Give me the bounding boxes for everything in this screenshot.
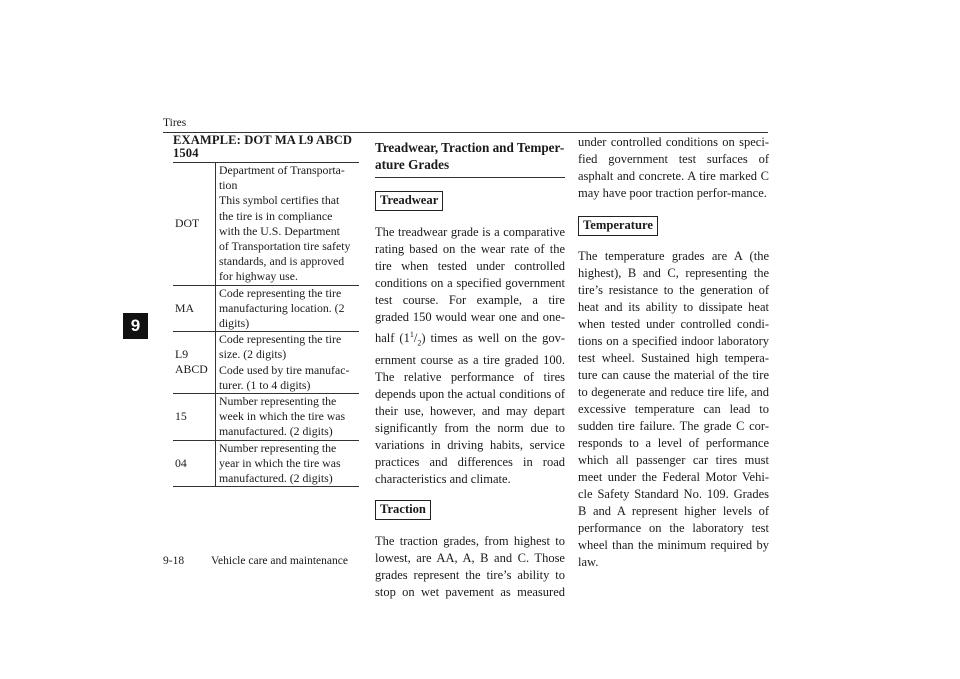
tire-code-row [173, 163, 359, 286]
traction-paragraph: The traction grades, from highest to lowest, are AA, A, B and C. Those grades represent the tire’s ability to stop on wet pavement as measured [375, 533, 565, 599]
tire-code-description-line: Department of Transporta- [219, 163, 345, 177]
section-title-line2: ature Grades [375, 157, 450, 172]
traction-subheading: Traction [375, 500, 431, 520]
tire-code-description-line: manufactured. (2 digits) [219, 471, 333, 486]
utqg-column [375, 139, 565, 601]
footer-section-name: Vehicle care and maintenance [211, 555, 348, 567]
tire-code-description-line: of Transportation tire safety [219, 239, 351, 254]
footer-page-number: 9-18 [163, 555, 185, 567]
tire-code-description [216, 332, 360, 394]
tire-code-key [173, 440, 216, 487]
tire-code-description-line: week in which the tire was [219, 409, 346, 424]
tire-code-description-line: Code used by tire manufac- [219, 362, 350, 377]
tire-code-description-line: standards, and is approved [219, 254, 345, 269]
tire-code-description [216, 285, 360, 332]
tire-code-description-line: Number representing the [219, 394, 337, 409]
tire-code-row [173, 440, 359, 487]
tire-code-key-text: L9 ABCD [175, 347, 208, 377]
tire-code-description-line: manufacturing location. (2 [219, 300, 345, 315]
tire-code-key-text: 15 [175, 409, 187, 424]
tire-code-key-text: 04 [175, 455, 187, 470]
treadwear-paragraph: The treadwear grade is a comparative rating based on the wear rate of the tire when tested under controlled conditions on a specified government test course. For example, a tire graded 150 would wear one and one-half $(1^1/_2)$ times as well on the gov-ernment course as a tire graded 100. The relative performance of tires depends upon the actual conditions of their use, however, and may depart significantly from the norm due to variations in driving habits, service practices and differences in road characteristics and climate. [375, 225, 565, 486]
section-rule [375, 177, 565, 178]
tire-code-description-line: digits) [219, 316, 250, 331]
tire-code-row [173, 394, 359, 441]
traction-paragraph-continued: under controlled conditions on speci-fied government test surfaces of asphalt and concrete. A tire marked C may have poor traction perfor-mance. [578, 135, 769, 200]
tire-code-description-line: for highway use. [219, 269, 298, 284]
tire-code-table [173, 162, 359, 487]
tire-code-key-text: MA [175, 300, 195, 315]
example-heading: EXAMPLE: DOT MA L9 ABCD 1504 [173, 133, 353, 160]
tire-code-key [173, 394, 216, 441]
tire-code-row [173, 285, 359, 332]
tire-code-description-line: Code representing the tire [219, 285, 342, 300]
fraction-denominator: 2 [417, 338, 422, 348]
tire-code-row [173, 332, 359, 394]
tire-code-description-line: turer. (1 to 4 digits) [219, 377, 311, 392]
temperature-column [578, 134, 769, 571]
tire-code-key [173, 163, 216, 286]
tire-code-description-line: size. (2 digits) [219, 347, 287, 362]
fraction-numerator: 1 [409, 330, 414, 339]
tire-code-description [216, 163, 360, 286]
tire-code-description-line: Number representing the [219, 440, 337, 455]
temperature-subheading: Temperature [578, 216, 658, 236]
example-column [173, 134, 359, 487]
tire-code-key [173, 285, 216, 332]
tire-code-description-line: year in which the tire was [219, 455, 341, 470]
tire-code-description [216, 440, 360, 487]
tire-code-description-line: tion [219, 178, 238, 193]
section-title [375, 139, 565, 173]
tire-code-key-text: DOT [175, 216, 200, 230]
chapter-tab: 9 [123, 313, 148, 339]
temperature-paragraph: The temperature grades are A (the highest), B and C, representing the tire’s resistance to the generation of heat and its ability to dissipate heat when tested under controlled condi-tions on a specified indoor laboratory test wheel. Sustained high tempera-ture can cause the material of the tire to degenerate and reduce tire life, and excessive temperature can lead to sudden tire failure. The grade C cor-responds to a level of performance which all passenger car tires must meet under the Federal Motor Vehi-cle Safety Standard No. 109. Grades B and A represent higher levels of performance on the laboratory test wheel than the minimum required by law. [578, 249, 769, 569]
tire-code-key [173, 332, 216, 394]
tire-code-description-line: Code representing the tire [219, 332, 342, 347]
treadwear-text-b: ) times as well on the gov-ernment course as a tire graded 100. The relative performance of tires depends upon the actual conditions of their use, however, and may depart significantly from the norm due to variations in driving habits, service practices and differences in road characteristics and climate. [375, 331, 565, 486]
header-title: Tires [163, 117, 187, 129]
tire-code-description-line: the tire is in compliance [219, 208, 333, 223]
treadwear-subheading: Treadwear [375, 191, 443, 211]
tire-code-description-line: manufactured. (2 digits) [219, 424, 333, 439]
treadwear-text-a: The treadwear grade is a comparative rating based on the wear rate of the tire when tested under controlled conditions on a specified government test course. For example, a tire graded 150 would wear one and one-half (1 [375, 225, 565, 346]
tire-code-description [216, 394, 360, 441]
tire-code-description-line: with the U.S. Department [219, 223, 340, 238]
section-title-line1: Treadwear, Traction and Temper- [375, 140, 565, 155]
tire-code-description-line: This symbol certifies that [219, 193, 340, 208]
